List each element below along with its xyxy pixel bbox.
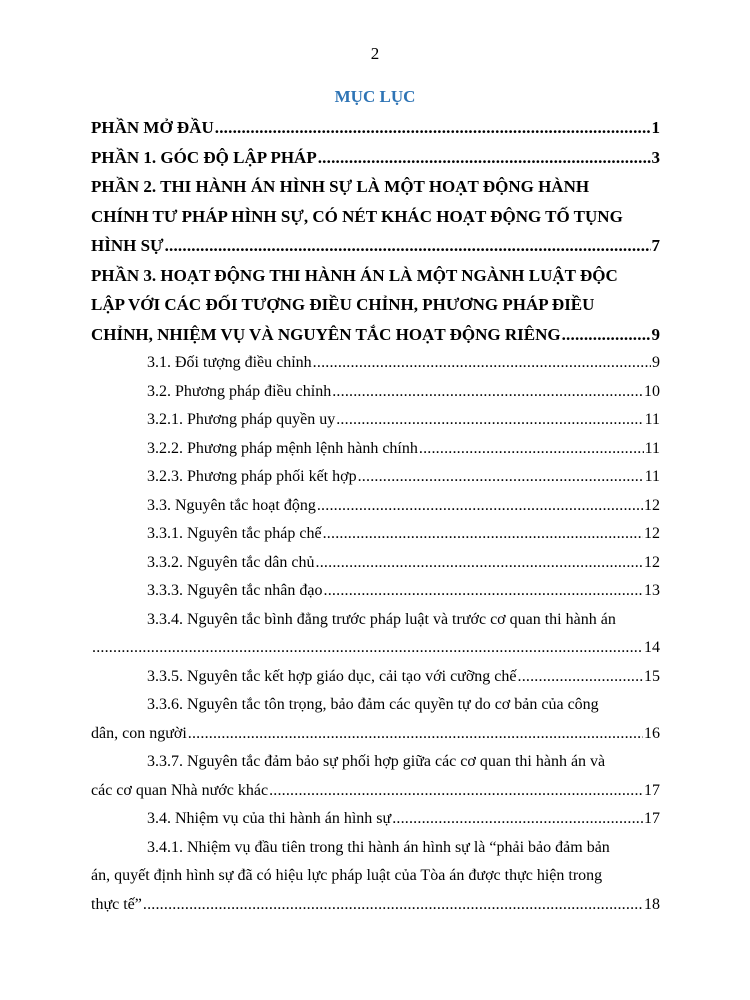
dot-leader: [317, 492, 643, 521]
toc-entry-title: 3.3. Nguyên tắc hoạt động: [147, 496, 316, 514]
toc-entry-title-line: PHẦN 2. THI HÀNH ÁN HÌNH SỰ LÀ MỘT HOẠT ĐỘNG HÀNH: [91, 177, 590, 196]
toc-entry-part-1[interactable]: [91, 143, 660, 173]
toc-entry-3-2[interactable]: [91, 378, 660, 407]
toc-entry-page: 11: [644, 439, 660, 457]
page-number: 2: [370, 44, 380, 63]
dot-leader: [188, 720, 643, 749]
dot-leader: [518, 663, 644, 692]
toc-entry-title: 3.1. Đối tượng điều chỉnh: [147, 354, 312, 371]
toc-entry-page: 15: [644, 667, 660, 685]
toc-entry-title: 3.4. Nhiệm vụ của thi hành án hình sự: [147, 810, 392, 827]
toc-entry-title-line: 3.3.6. Nguyên tắc tôn trọng, bảo đảm các quyền tự do cơ bản của công: [147, 696, 599, 713]
toc-entry-page: 17: [644, 781, 660, 799]
toc-entry-page: 11: [644, 411, 660, 428]
dot-leader: [215, 113, 651, 143]
toc-entry-title: 3.2.3. Phương pháp phối kết hợp: [147, 468, 357, 485]
toc-entry-page: 7: [651, 236, 660, 255]
toc-entry-title: 3.3.3. Nguyên tắc nhân đạo: [147, 582, 323, 599]
dot-leader: [165, 231, 651, 261]
dot-leader: [332, 378, 643, 407]
dot-leader: [358, 463, 644, 492]
toc-entry-page: 9: [652, 354, 660, 371]
toc-entry-3-3-1[interactable]: [91, 520, 660, 549]
toc-entry-title-line: án, quyết định hình sự đã có hiệu lực pháp luật của Tòa án được thực hiện trong: [91, 867, 603, 884]
dot-leader: [92, 634, 643, 663]
toc-entry-page: 18: [644, 895, 660, 913]
toc-entry-title: 3.3.5. Nguyên tắc kết hợp giáo dục, cải tạo với cưỡng chế: [147, 667, 517, 685]
toc-entry-title-line: 3.3.4. Nguyên tắc bình đẳng trước pháp luật và trước cơ quan thi hành án: [147, 610, 616, 628]
toc-entry-title: 3.3.1. Nguyên tắc pháp chế: [147, 525, 322, 542]
toc-entry-part-2[interactable]: [91, 172, 660, 261]
toc-entry-3-2-3[interactable]: [91, 463, 660, 492]
toc-entry-3-4-1[interactable]: [91, 834, 660, 920]
toc-entry-title-line: các cơ quan Nhà nước khác: [91, 781, 269, 799]
toc-entry-page: 12: [644, 496, 660, 514]
toc-entry-part-3[interactable]: [91, 261, 660, 350]
toc-entry-3-3-7[interactable]: [91, 748, 660, 805]
dot-leader: [269, 777, 643, 806]
toc-entry-page: 14: [644, 639, 660, 656]
toc-entry-3-1[interactable]: [91, 349, 660, 378]
toc-entry-3-2-2[interactable]: [91, 435, 660, 464]
toc-entry-title: 3.3.2. Nguyên tắc dân chủ: [147, 553, 315, 571]
dot-leader: [419, 435, 644, 464]
toc-entry-page: 10: [644, 382, 660, 400]
dot-leader: [318, 143, 651, 173]
toc-entry-title-line: PHẦN 3. HOẠT ĐỘNG THI HÀNH ÁN LÀ MỘT NGÀNH LUẬT ĐỘC: [91, 265, 618, 285]
toc-entry-intro[interactable]: [91, 113, 660, 143]
toc-entry-title-line: thực tế”: [91, 895, 142, 913]
toc-entry-3-3[interactable]: [91, 492, 660, 521]
toc-entry-title-line: CHÍNH TƯ PHÁP HÌNH SỰ, CÓ NÉT KHÁC HOẠT ĐỘNG TỐ TỤNG: [91, 206, 623, 226]
toc-entry-page: 17: [644, 810, 660, 827]
toc-entry-page: 3: [651, 147, 660, 167]
toc-entry-title: PHẦN MỞ ĐẦU: [91, 118, 214, 137]
toc-entry-page: 16: [644, 724, 660, 742]
dot-leader: [324, 577, 643, 606]
toc-entry-title-line: CHỈNH, NHIỆM VỤ VÀ NGUYÊN TẮC HOẠT ĐỘNG RIÊNG: [91, 324, 561, 344]
toc-entry-3-3-4[interactable]: [91, 606, 660, 663]
toc-entry-title-line: 3.4.1. Nhiệm vụ đầu tiên trong thi hành án hình sự là “phải bảo đảm bản: [147, 838, 610, 856]
toc-entry-title-line: 3.3.7. Nguyên tắc đảm bảo sự phối hợp giữa các cơ quan thi hành án và: [147, 753, 606, 770]
toc-entry-title-line: dân, con người: [91, 724, 187, 742]
toc-entry-title-line: LẬP VỚI CÁC ĐỐI TƯỢNG ĐIỀU CHỈNH, PHƯƠNG PHÁP ĐIỀU: [91, 295, 595, 314]
toc-entry-3-3-6[interactable]: [91, 691, 660, 748]
toc-entry-page: 12: [644, 553, 660, 571]
toc-entry-3-3-3[interactable]: [91, 577, 660, 606]
toc-entry-3-2-1[interactable]: [91, 406, 660, 435]
toc-entry-page: 9: [651, 324, 660, 344]
toc-entry-3-3-5[interactable]: [91, 663, 660, 692]
toc-entry-title: 3.2.2. Phương pháp mệnh lệnh hành chính: [147, 439, 418, 457]
dot-leader: [323, 520, 643, 549]
toc-entry-title: 3.2.1. Phương pháp quyền uy: [147, 411, 336, 428]
dot-leader: [316, 549, 643, 578]
toc-entry-page: 13: [644, 582, 660, 599]
toc-entry-title: PHẦN 1. GÓC ĐỘ LẬP PHÁP: [91, 147, 317, 167]
toc-heading: MỤC LỤC: [334, 87, 416, 106]
dot-leader: [313, 349, 651, 378]
toc-entry-title-line: HÌNH SỰ: [91, 236, 164, 255]
dot-leader: [562, 320, 651, 350]
toc-entry-3-3-2[interactable]: [91, 549, 660, 578]
dot-leader: [392, 805, 643, 834]
toc-entry-title: 3.2. Phương pháp điều chỉnh: [147, 382, 332, 400]
dot-leader: [143, 891, 643, 920]
toc-entry-3-4[interactable]: [91, 805, 660, 834]
table-of-contents: [91, 113, 660, 919]
toc-entry-page: 12: [644, 525, 660, 542]
toc-entry-page: 1: [651, 118, 660, 137]
dot-leader: [336, 406, 643, 435]
toc-entry-page: 11: [644, 468, 660, 485]
